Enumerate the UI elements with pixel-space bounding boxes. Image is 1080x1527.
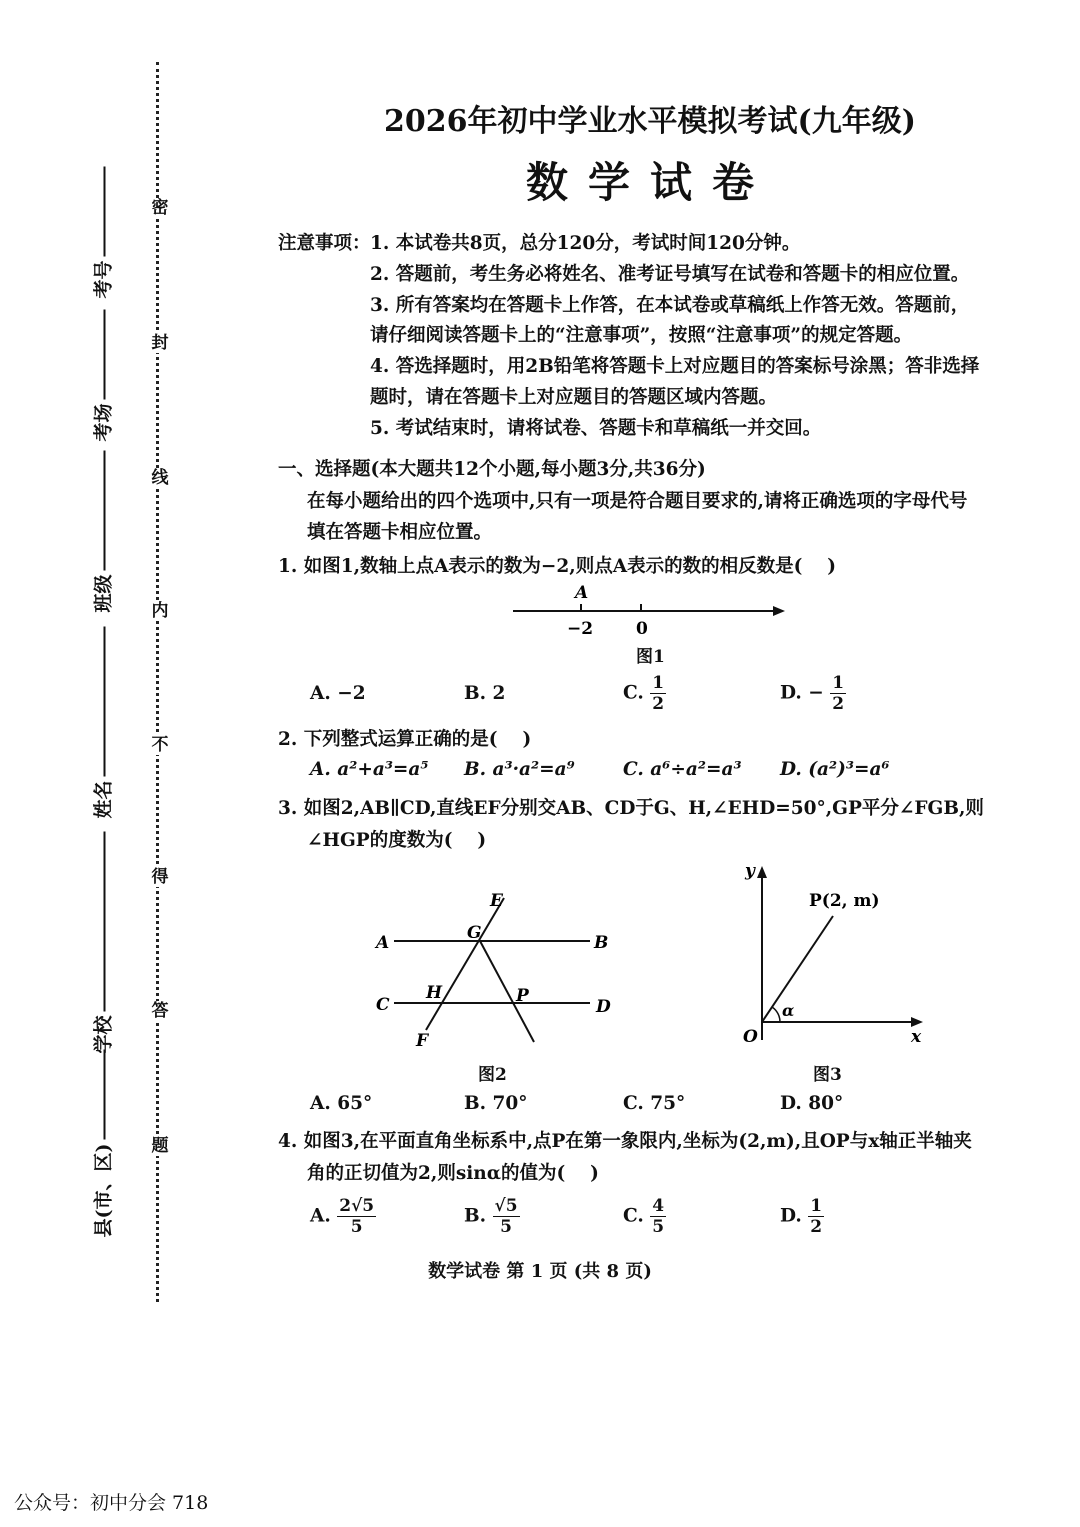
figure-3-coordinate-plane [735,858,935,1053]
svg-text:A: A [376,933,390,953]
question-3-stem: 3. 如图2,AB∥CD,直线EF分别交AB、CD于G、H,∠EHD=50°,GP平分∠FGB,则 [278,798,984,819]
notice-line: 1. 本试卷共8页，总分120分，考试时间120分钟。 [370,233,801,254]
option-a: A. $\frac{2√5}{5}$ [310,1196,375,1237]
option-b: B. 2 [464,683,506,704]
figure-2-parallel-lines [370,880,630,1060]
seal-char: 线 [151,468,169,488]
question-3-stem: ∠HGP的度数为( ) [307,830,487,851]
seal-char: 密 [151,198,169,218]
seal-char: 不 [151,735,169,755]
notice-line: 请仔细阅读答题卡上的“注意事项”，按照“注意事项”的规定答题。 [370,325,913,346]
notice-line: 3. 所有答案均在答题卡上作答，在本试卷或草稿纸上作答无效。答题前， [370,295,970,316]
option-b: B. $\frac{√5}{5}$ [464,1196,518,1237]
option-b: B. 70° [464,1093,528,1114]
question-2-stem: 2. 下列整式运算正确的是( ) [278,729,532,750]
option-c: C. 75° [623,1093,686,1114]
svg-text:P: P [516,986,529,1006]
svg-text:E: E [490,891,503,911]
figure-2-caption: 图2 [478,1065,507,1085]
svg-text:x: x [911,1027,922,1047]
field-school: 学校 [89,804,116,1054]
field-exam-room: 考场 [89,282,116,442]
question-1-stem: 1. 如图1,数轴上点A表示的数为−2,则点A表示的数的相反数是( ) [278,556,837,577]
watermark-text: 公众号：初中分会 718 [14,1492,209,1514]
option-c: C. $\frac{1}{2}$ [623,673,665,714]
exam-title: 2026年初中学业水平模拟考试(九年级) [384,104,916,139]
option-b: B. a³·a²=a⁹ [464,759,575,780]
notice-line: 题时，请在答题卡上对应题目的答题区域内答题。 [370,387,778,408]
option-a: A. a²+a³=a⁵ [310,759,429,780]
field-name: 姓名 [89,599,116,819]
svg-text:α: α [782,1001,795,1020]
option-c: C. a⁶÷a²=a³ [623,759,742,780]
field-exam-number: 考号 [89,139,116,299]
svg-text:C: C [376,995,390,1015]
paper-subtitle: 数学试卷 [525,158,774,207]
svg-text:F: F [416,1031,429,1051]
question-4-stem: 角的正切值为2,则sinα的值为( ) [307,1163,599,1184]
notice-line: 2. 答题前，考生务必将姓名、准考证号填写在试卷和答题卡的相应位置。 [370,264,970,285]
field-county: 县(市、区) [89,1018,116,1238]
option-a: A. 65° [310,1093,373,1114]
option-d: D. − $\frac{1}{2}$ [780,673,845,714]
option-a: A. −2 [310,683,366,704]
point-a-label: A [575,583,589,603]
seal-char: 得 [151,867,169,887]
svg-text:O: O [743,1027,758,1047]
tick-label: −2 [567,619,594,638]
field-class: 班级 [89,423,116,613]
seal-char: 题 [151,1136,169,1156]
seal-char: 内 [151,601,169,621]
svg-text:G: G [467,923,482,943]
svg-text:H: H [426,983,443,1003]
section-intro: 填在答题卡相应位置。 [307,522,493,543]
notice-label: 注意事项： [278,233,371,254]
notice-line: 4. 答选择题时，用2B铅笔将答题卡上对应题目的答案标号涂黑；答非选择 [370,356,980,377]
figure-3-caption: 图3 [813,1065,842,1085]
question-4-stem: 4. 如图3,在平面直角坐标系中,点P在第一象限内,坐标为(2,m),且OP与x轴正半轴夹 [278,1131,972,1152]
page-footer: 数学试卷 第 1 页 (共 8 页) [428,1261,652,1282]
section-intro: 在每小题给出的四个选项中,只有一项是符合题目要求的,请将正确选项的字母代号 [307,491,968,512]
section-heading: 一、选择题(本大题共12个小题,每小题3分,共36分) [278,459,706,480]
seal-char: 答 [151,1001,169,1021]
svg-text:D: D [596,997,611,1017]
option-d: D. $\frac{1}{2}$ [780,1196,823,1237]
figure-1-caption: 图1 [636,647,665,667]
number-line-figure [505,578,795,638]
option-d: D. 80° [780,1093,844,1114]
option-d: D. (a²)³=a⁶ [780,759,890,780]
svg-text:B: B [594,933,609,953]
notice-line: 5. 考试结束时，请将试卷、答题卡和草稿纸一并交回。 [370,418,822,439]
binding-dotted-line [156,62,159,1302]
svg-text:y: y [745,861,755,881]
svg-text:P(2, m): P(2, m) [809,891,880,911]
tick-label: 0 [636,619,648,638]
seal-char: 封 [151,333,169,353]
option-c: C. $\frac{4}{5}$ [623,1196,665,1237]
